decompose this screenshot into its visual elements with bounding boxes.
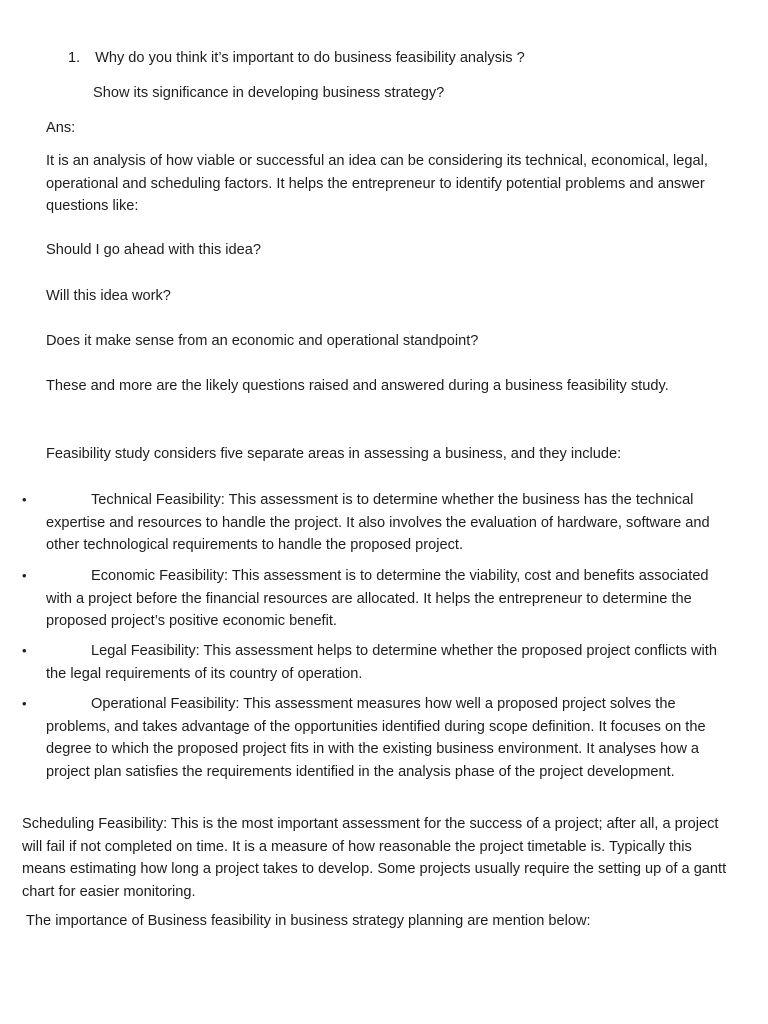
bullet-technical-feasibility	[46, 489, 726, 557]
question-line-2: Show its significance in developing business strategy?	[93, 85, 445, 101]
intro-paragraph: It is an analysis of how viable or successful an idea can be considering its technical, economical, legal, operational and scheduling factors. It helps the entrepreneur to identify potential problems and answer questions like:	[46, 153, 708, 215]
bullet-economic-feasibility	[46, 565, 726, 633]
question-number: 1.	[68, 50, 81, 66]
answer-label: Ans:	[46, 120, 76, 136]
bullet-text: Technical Feasibility: This assessment is to determine whether the business has the technical expertise and resources to handle the project. It also involves the evaluation of hardware, software and other technological requirements to handle the proposed project.	[46, 492, 710, 554]
bullet-marker: •	[22, 568, 27, 583]
importance-heading: The importance of Business feasibility in business strategy planning are mention below:	[26, 913, 591, 929]
bullet-text: Legal Feasibility: This assessment helps to determine whether the proposed project conflicts with the legal requirements of its country of operation.	[46, 643, 717, 682]
question-line-1	[68, 47, 748, 70]
question-economic-standpoint: Does it make sense from an economic and operational standpoint?	[46, 333, 479, 349]
question-will-it-work: Will this idea work?	[46, 288, 171, 304]
bullet-marker: •	[22, 492, 27, 507]
bullet-legal-feasibility	[46, 640, 726, 685]
scheduling-feasibility-paragraph: Scheduling Feasibility: This is the most important assessment for the success of a project; after all, a project will fail if not completed on time. It is a measure of how reasonable the project timetable is. Typically this means estimating how long a project takes to develop. Some projects usually require the setting up of a gantt chart for easier monitoring.	[22, 816, 727, 900]
bullet-text: Economic Feasibility: This assessment is to determine the viability, cost and benefits associated with a project before the financial resources are allocated. It helps the entrepreneur to determine the proposed project’s positive economic benefit.	[46, 568, 709, 630]
bullet-marker: •	[22, 696, 27, 711]
these-and-more-paragraph: These and more are the likely questions raised and answered during a business feasibility study.	[46, 378, 669, 394]
five-areas-paragraph: Feasibility study considers five separate areas in assessing a business, and they include:	[46, 446, 622, 462]
bullet-operational-feasibility	[46, 693, 726, 783]
question-should-i-go-ahead: Should I go ahead with this idea?	[46, 242, 262, 258]
bullet-marker: •	[22, 643, 27, 658]
question-text: Why do you think it’s important to do business feasibility analysis ?	[95, 50, 525, 66]
bullet-text: Operational Feasibility: This assessment measures how well a proposed project solves the problems, and takes advantage of the opportunities identified during scope definition. It focuses on the degree to which the proposed project fits in with the existing business environment. It analyses how a project plan satisfies the requirements identified in the analysis phase of the project development.	[46, 696, 706, 780]
